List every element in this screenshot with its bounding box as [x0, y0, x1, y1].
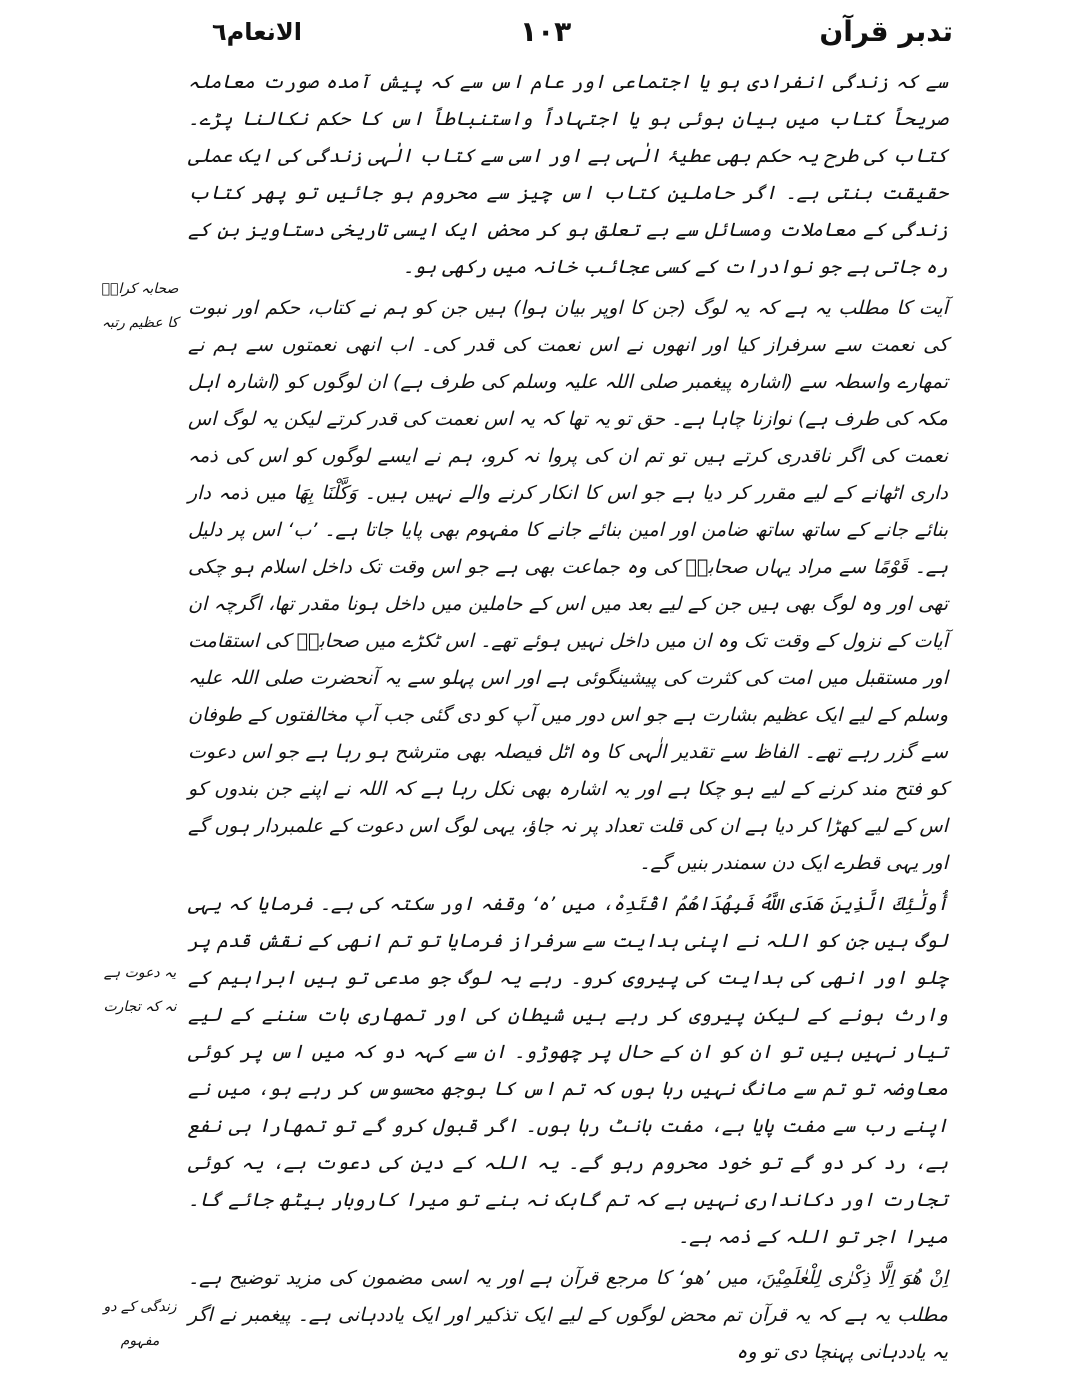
surah-name: الانعام٦ — [212, 18, 302, 46]
page-body — [188, 64, 948, 1375]
margin-note-dawat: یہ دعوت ہے نہ کہ تجارت — [103, 965, 177, 1015]
paragraph-2: آیت کا مطلب یہ ہے کہ یہ لوگ (جن کا اوپر بیان ہوا) ہیں جن کو ہم نے کتاب، حکم اور نبوت کی نعمت سے سرفراز کیا اور انھوں نے اس نعمت کی قدر کی۔ اب انھی نعمتوں سے ہم نے تمھارے واسطہ سے (اشارہ پیغمبر صلی اللہ علیہ وسلم کی طرف ہے) ان لوگوں کو (اشارہ اہل مکہ کی طرف ہے) نوازنا چاہا ہے۔ حق تو یہ تھا کہ یہ اس نعمت کی قدر کرتے لیکن یہ لوگ اس نعمت کی اگر ناقدری کرتے ہیں تو تم ان کی پروا نہ کرو، ہم نے ایسے لوگوں کو اس کی ذمہ داری اٹھانے کے لیے مقرر کر دیا ہے جو اس کا انکار کرنے والے نہیں ہیں۔ وَکَّلْنَا بِهَا میں ذمہ دار بنائے جانے کے ساتھ ساتھ ضامن اور امین بنائے جانے کا مفہوم بھی پایا جاتا ہے۔ ’ب‘ اس پر دلیل ہے۔ قَوْمًا سے مراد یہاں صحابہؓ کی وہ جماعت بھی ہے جو اس وقت تک داخل اسلام ہو چکی تھی اور وہ لوگ بھی ہیں جن کے لیے بعد میں اس کے حاملین میں داخل ہونا مقدر تھا، اگرچہ ان آیات کے نزول کے وقت تک وہ ان میں داخل نہیں ہوئے تھے۔ اس ٹکڑے میں صحابہؓ کی استقامت اور مستقبل میں امت کی کثرت کی پیشینگوئی ہے اور اس پہلو سے یہ آنحضرت صلی اللہ علیہ وسلم کے لیے ایک عظیم بشارت ہے جو اس دور میں آپ کو دی گئی جب آپ مخالفتوں کے طوفان سے گزر رہے تھے۔ الفاظ سے تقدیر الٰہی کا وہ اٹل فیصلہ بھی مترشح ہو رہا ہے جو اس دعوت کو فتح مند کرنے کے لیے ہو چکا ہے اور یہ اشارہ بھی نکل رہا ہے کہ اللہ نے اپنے جن بندوں کو اس کے لیے کھڑا کر دیا ہے ان کی قلت تعداد پر نہ جاؤ، یہی لوگ اس دعوت کے علمبردار ہوں گے اور یہی قطرے ایک دن سمندر بنیں گے۔ — [188, 297, 949, 874]
paragraph-1: سے کہ زندگی انفرادی ہو یا اجتماعی اور عام اس سے کہ پیش آمدہ صورت معاملہ صریحاً کتاب میں بیان ہوئی ہو یا اجتہاداً واستنباطاً اس کا حکم نکالنا پڑے۔ کتاب کی طرح یہ حکم بھی عطیۂ الٰہی ہے اور اسی سے کتاب الٰہی زندگی کی ایک عملی حقیقت بنتی ہے۔ اگر حاملین کتاب اس چیز سے محروم ہو جائیں تو پھر کتاب زندگی کے معاملات ومسائل سے بے تعلق ہو کر محض ایک ایسی تاریخی دستاویز بن کے رہ جاتی ہے جو نوادرات کے کسی عجائب خانہ میں رکھی ہو۔ — [188, 71, 948, 278]
page-header — [0, 10, 1071, 60]
page-number: ١٠٣ — [520, 15, 572, 48]
margin-note-zindagi: زندگی کے دو مفہوم — [103, 1299, 177, 1349]
book-title: تدبر قرآن — [819, 15, 953, 48]
margin-note-sahaba: صحابہ کرامؓ کا عظیم رتبہ — [101, 281, 179, 331]
paragraph-3: أُولَٰئِكَ الَّذِينَ هَدَى اللَّهُ فَبِهُدَاهُمُ اقْتَدِهْ، میں ’ہ‘ وقفہ اور سکتہ کی ہے۔ فرمایا کہ یہی لوگ ہیں جن کو اللہ نے اپنی ہدایت سے سرفراز فرمایا تو تم انھی کے نقش قدم پر چلو اور انھی کی ہدایت کی پیروی کرو۔ رہے یہ لوگ جو مدعی تو ہیں ابراہیم کے وارث ہونے کے لیکن پیروی کر رہے ہیں شیطان کی اور تمھاری بات سننے کے لیے تیار نہیں ہیں تو ان کو ان کے حال پر چھوڑو۔ ان سے کہہ دو کہ میں اس پر کوئی معاوضہ تو تم سے مانگ نہیں رہا ہوں کہ تم اس کا بوجھ محسوس کر رہے ہو، میں نے اپنے رب سے مفت پایا ہے، مفت بانٹ رہا ہوں۔ اگر قبول کرو گے تو تمھارا ہی نفع ہے، رد کر دو گے تو خود محروم رہو گے۔ یہ اللہ کے دین کی دعوت ہے، یہ کوئی تجارت اور دکانداری نہیں ہے کہ تم گاہک نہ بنے تو میرا کاروبار بیٹھ جائے گا۔ میرا اجر تو اللہ کے ذمہ ہے۔ — [188, 893, 948, 1248]
paragraph-4: اِنْ هُوَ اِلَّا ذِكْرٰى لِلْعٰلَمِيْنَ، میں ’ھو‘ کا مرجع قرآن ہے اور یہ اسی مضمون کی مزید توضیح ہے۔ مطلب یہ ہے کہ یہ قرآن تم محض لوگوں کے لیے ایک تذکیر اور ایک یاددہانی ہے۔ پیغمبر نے اگر یہ یاددہانی پہنچا دی تو وہ — [188, 1267, 948, 1363]
